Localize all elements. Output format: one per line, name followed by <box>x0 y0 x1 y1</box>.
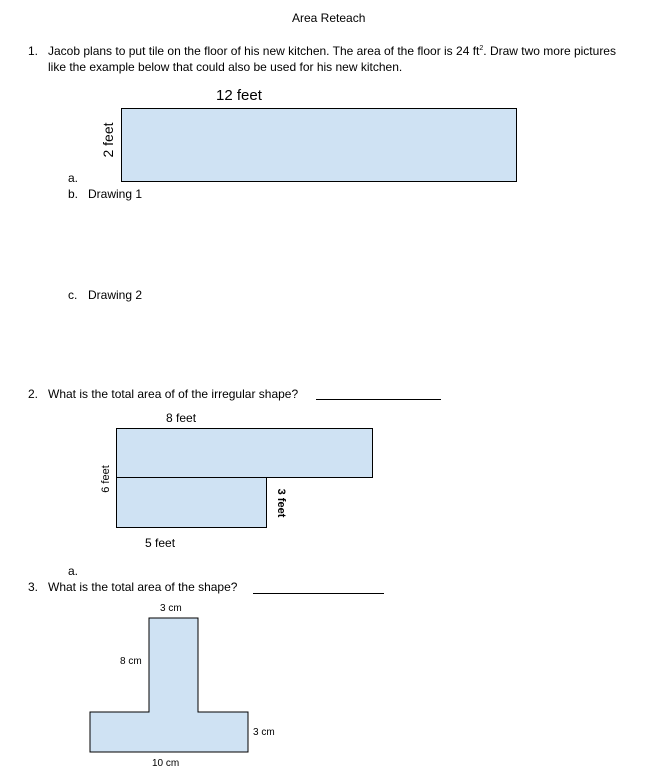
question-3-text: What is the total area of the shape? <box>48 580 238 594</box>
q3-bottom-dimension-label: 10 cm <box>152 758 180 769</box>
q2-item-a-marker: a. <box>68 564 79 578</box>
drawing-1-label: Drawing 1 <box>88 187 143 201</box>
q3-top-dimension-label: 3 cm <box>160 603 182 614</box>
q1-item-b-marker: b. <box>68 187 79 201</box>
question-2-number: 2. <box>28 387 39 401</box>
q2-bottom-dimension-label: 5 feet <box>145 536 176 550</box>
q2-left-dimension-label: 6 feet <box>100 465 112 493</box>
q2-top-rectangle <box>116 428 373 478</box>
q3-t-shape <box>90 618 248 752</box>
q1-side-dimension-label: 2 feet <box>100 122 116 158</box>
area-unit-exponent: 2 <box>479 45 484 52</box>
q2-bottom-rectangle <box>116 477 267 528</box>
question-1-line-1 <box>48 44 616 58</box>
question-3-answer-blank[interactable] <box>253 593 384 594</box>
q3-right-dimension-label: 3 cm <box>253 727 275 738</box>
question-2-answer-blank[interactable] <box>316 399 441 400</box>
q2-top-dimension-label: 8 feet <box>166 411 197 425</box>
question-1-number: 1. <box>28 44 39 58</box>
question-1-line-1-tail: . Draw two more pictures <box>483 44 616 58</box>
question-1-line-2: like the example below that could also be used for his new kitchen. <box>48 60 403 74</box>
q1-item-a-marker: a. <box>68 171 79 185</box>
question-3-number: 3. <box>28 580 39 594</box>
drawing-2-label: Drawing 2 <box>88 288 143 302</box>
q2-right-dimension-label: 3 feet <box>275 488 287 518</box>
q3-t-shape-figure <box>88 617 250 754</box>
q1-example-rectangle <box>121 108 517 182</box>
question-2-text: What is the total area of of the irregular shape? <box>48 387 299 401</box>
question-1-line-1-text: Jacob plans to put tile on the floor of his new kitchen. The area of the floor is 24 ft <box>48 44 480 58</box>
page-title: Area Reteach <box>292 11 366 25</box>
q3-left-dimension-label: 8 cm <box>120 656 142 667</box>
q1-item-c-marker: c. <box>68 288 78 302</box>
q1-top-dimension-label: 12 feet <box>216 87 262 104</box>
